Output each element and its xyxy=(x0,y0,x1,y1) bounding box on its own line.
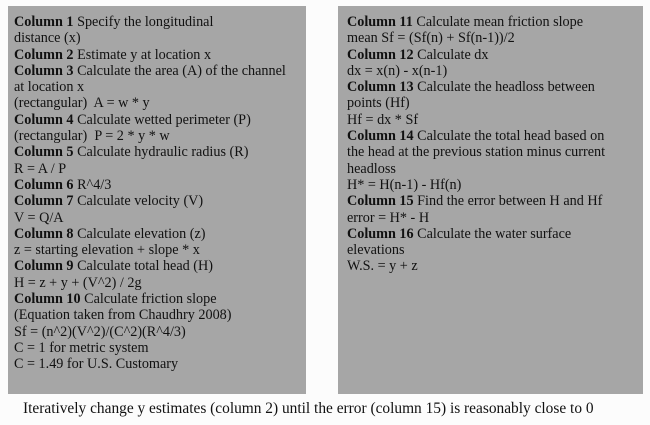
column-item xyxy=(347,79,639,128)
column-item xyxy=(14,14,302,47)
column-item-line: distance (x) xyxy=(14,30,81,47)
column-item-line: at location x xyxy=(14,79,85,96)
column-item-line: H* = H(n-1) - Hf(n) xyxy=(347,176,462,193)
column-item-line: headloss xyxy=(347,160,396,177)
column-item-line: H = z + y + (V^2) / 2g xyxy=(14,274,142,291)
column-item-line: C = 1 for metric system xyxy=(14,339,149,356)
column-item-first-line: Column 13 Calculate the headloss between xyxy=(347,79,595,96)
column-item-first-line: Column 14 Calculate the total head based on xyxy=(347,128,605,145)
column-label: Column 6 xyxy=(14,176,74,193)
column-item-first-line: Column 16 Calculate the water surface xyxy=(347,225,572,242)
column-item-first-line: Column 8 Calculate elevation (z) xyxy=(14,225,206,242)
right-column-notes-panel xyxy=(338,6,643,394)
column-label: Column 15 xyxy=(347,193,414,210)
column-item-first-line: Column 1 Specify the longitudinal xyxy=(14,14,214,30)
column-item xyxy=(14,47,302,63)
column-item-line: z = starting elevation + slope * x xyxy=(14,242,200,259)
column-item-line: dx = x(n) - x(n-1) xyxy=(347,62,448,79)
column-item-line: R = A / P xyxy=(14,160,67,177)
column-label: Column 13 xyxy=(347,79,414,96)
column-label: Column 8 xyxy=(14,225,74,242)
left-column-notes-panel xyxy=(8,6,306,394)
column-item-first-line: Column 11 Calculate mean friction slope xyxy=(347,14,584,30)
column-label: Column 4 xyxy=(14,111,74,128)
column-item xyxy=(14,291,302,372)
column-item-first-line: Column 4 Calculate wetted perimeter (P) xyxy=(14,111,251,128)
column-label: Column 12 xyxy=(347,46,414,63)
column-item-first-line: Column 6 R^4/3 xyxy=(14,176,112,193)
column-item-first-line: Column 7 Calculate velocity (V) xyxy=(14,193,204,210)
column-item-line: W.S. = y + z xyxy=(347,258,418,275)
column-label: Column 16 xyxy=(347,225,414,242)
column-label: Column 11 xyxy=(347,14,413,30)
column-label: Column 5 xyxy=(14,144,74,161)
column-item xyxy=(347,193,639,226)
column-item xyxy=(14,144,302,177)
column-item xyxy=(347,47,639,80)
column-item-line: mean Sf = (Sf(n) + Sf(n-1))/2 xyxy=(347,30,515,47)
column-item-line: points (Hf) xyxy=(347,95,410,112)
column-item xyxy=(347,128,639,193)
column-item-first-line: Column 12 Calculate dx xyxy=(347,46,489,63)
column-item-first-line: Column 2 Estimate y at location x xyxy=(14,46,212,63)
column-item-line: V = Q/A xyxy=(14,209,64,226)
column-item xyxy=(14,177,302,193)
column-item-line: elevations xyxy=(347,242,405,259)
column-label: Column 3 xyxy=(14,62,74,79)
column-item-line: the head at the previous station minus current xyxy=(347,144,606,161)
column-label: Column 14 xyxy=(347,128,414,145)
column-label: Column 10 xyxy=(14,291,81,308)
column-item xyxy=(14,258,302,291)
column-item-first-line: Column 3 Calculate the area (A) of the channel xyxy=(14,62,286,79)
column-item xyxy=(14,63,302,112)
column-item-line: Sf = (n^2)(V^2)/(C^2)(R^4/3) xyxy=(14,323,186,340)
column-item xyxy=(347,14,639,47)
column-label: Column 7 xyxy=(14,193,74,210)
column-item-line: Hf = dx * Sf xyxy=(347,111,419,128)
column-item-first-line: Column 10 Calculate friction slope xyxy=(14,291,217,308)
caption: Iteratively change y estimates (column 2) until the error (column 15) is reasonably close to 0 xyxy=(23,400,594,417)
column-item-first-line: Column 5 Calculate hydraulic radius (R) xyxy=(14,144,249,161)
column-item-line: error = H* - H xyxy=(347,209,430,226)
column-item xyxy=(14,193,302,226)
column-label: Column 9 xyxy=(14,258,74,275)
column-item-line: C = 1.49 for U.S. Customary xyxy=(14,356,179,373)
column-item-line: (rectangular) A = w * y xyxy=(14,95,150,112)
column-label: Column 1 xyxy=(14,14,74,30)
column-item xyxy=(14,226,302,259)
column-item xyxy=(14,112,302,145)
column-item-line: (Equation taken from Chaudhry 2008) xyxy=(14,307,232,324)
column-item xyxy=(347,226,639,275)
column-item-first-line: Column 9 Calculate total head (H) xyxy=(14,258,213,275)
column-item-first-line: Column 15 Find the error between H and Hf xyxy=(347,193,603,210)
column-label: Column 2 xyxy=(14,46,74,63)
column-item-line: (rectangular) P = 2 * y * w xyxy=(14,128,170,145)
